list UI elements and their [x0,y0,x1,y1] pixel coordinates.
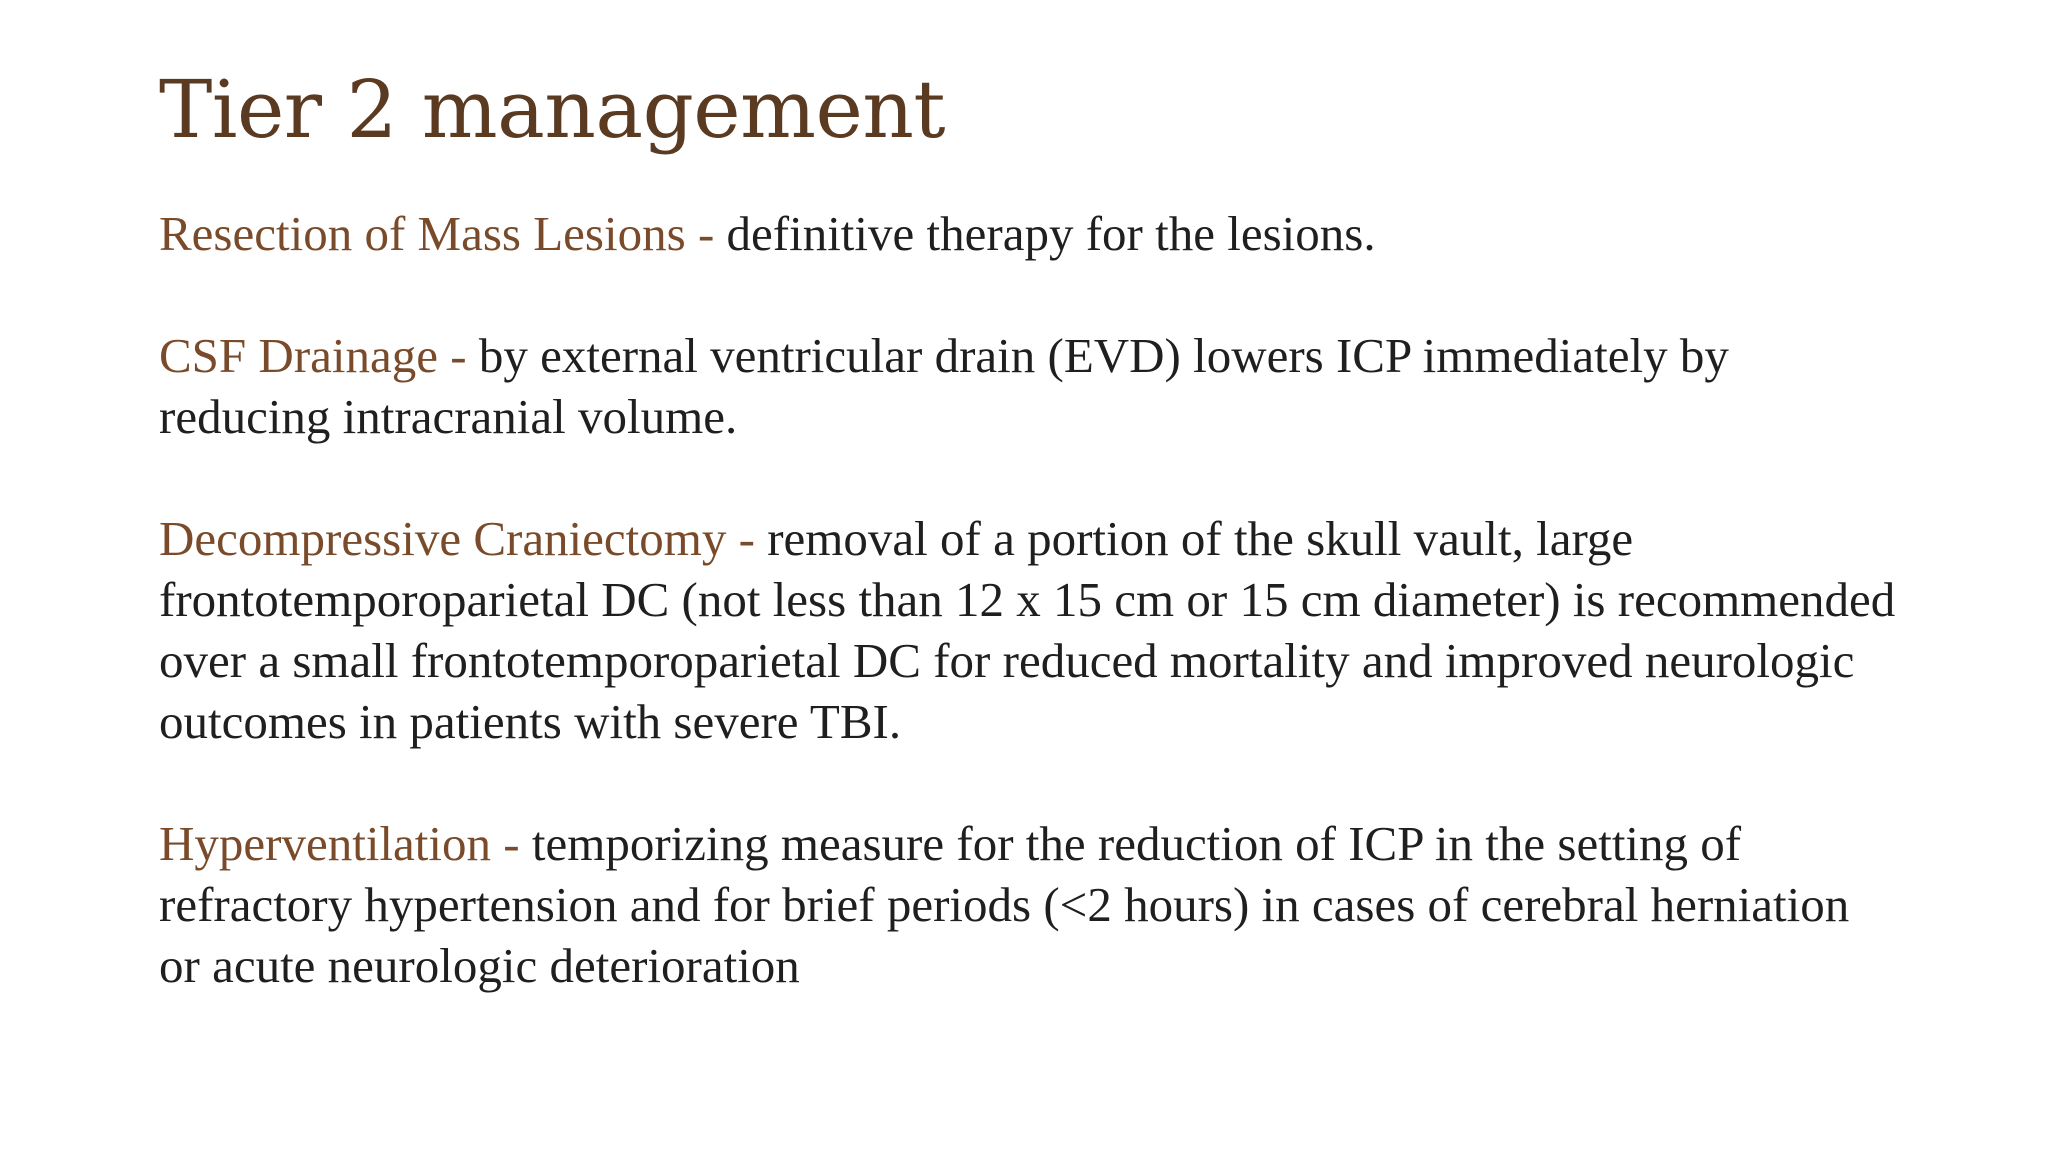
separator: - [491,816,532,871]
term-resection: Resection of Mass Lesions [159,206,686,261]
term-hyperventilation: Hyperventilation [159,816,492,871]
item-csf-drainage [159,325,1899,447]
separator: - [438,328,479,383]
slide-body [159,203,1899,1057]
description-resection: definitive therapy for the lesions. [726,206,1376,261]
separator: - [726,511,768,566]
description-decompressive-craniectomy: removal of a portion of the skull vault, large frontotemporoparietal DC (not less than 12 x 15 cm or 15 cm diameter) is recommended over a small frontotemporoparietal DC for reduced mortality and improved neurologic outcomes in patients with severe TBI. [159,511,1896,749]
description-hyperventilation: temporizing measure for the reduction of ICP in the setting of refractory hypertension and for brief periods (<2 hours) in cases of cerebral herniation or acute neurologic deterioration [159,816,1850,993]
term-decompressive-craniectomy: Decompressive Craniectomy [159,511,727,566]
description-csf-drainage: by external ventricular drain (EVD) lowers ICP immediately by reducing intracranial volume. [159,328,1729,444]
item-decompressive-craniectomy [159,508,1899,752]
separator: - [685,206,727,261]
term-csf-drainage: CSF Drainage [159,328,438,383]
item-hyperventilation [159,813,1899,996]
slide-title: Tier 2 management [159,63,945,156]
item-resection [159,203,1899,264]
